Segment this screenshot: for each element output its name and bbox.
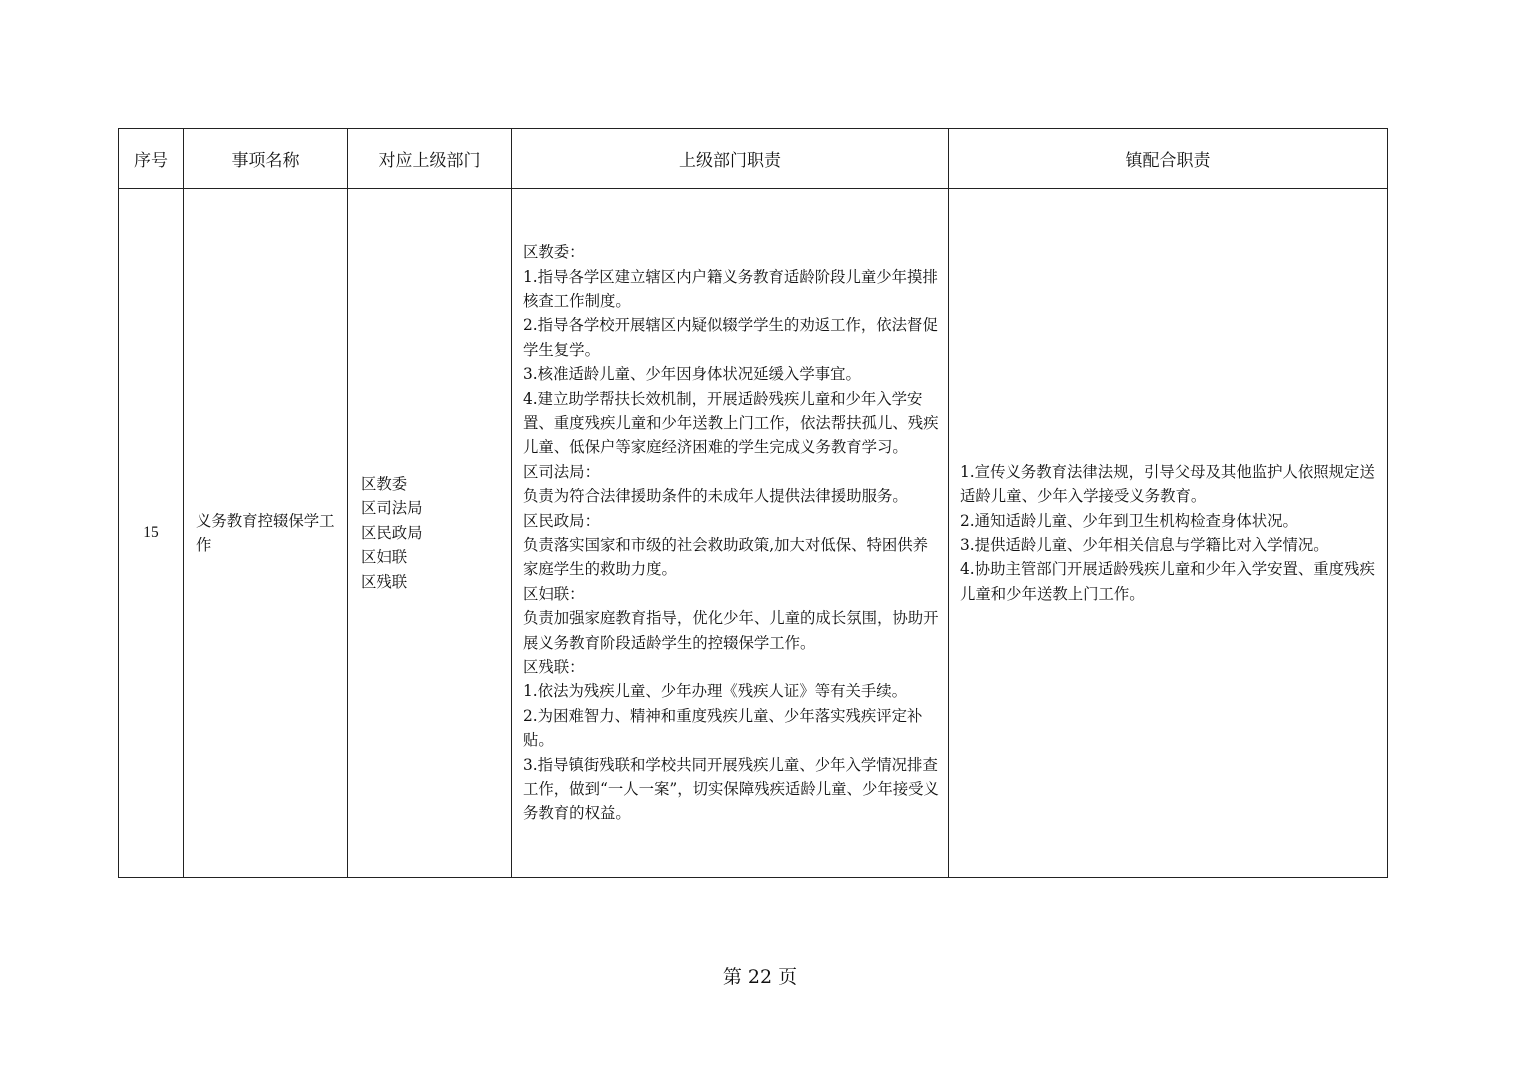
responsibility-table [118,128,1388,878]
town-duty-line: 4.协助主管部门开展适龄残疾儿童和少年入学安置、重度残疾儿童和少年送教上门工作。 [960,560,1375,603]
upper-duty-line: 2.为困难智力、精神和重度残疾儿童、少年落实残疾评定补贴。 [523,706,923,750]
department-item: 区教委 [361,474,408,493]
header-upper-duties: 上级部门职责 [512,129,949,189]
department-item: 区民政局 [361,523,423,542]
cell-departments [348,189,512,878]
upper-duty-line: 负责落实国家和市级的社会救助政策,加大对低保、特困供养家庭学生的救助力度。 [523,536,929,579]
upper-duty-line: 区教委： [523,243,585,262]
upper-duty-line: 3.指导镇街残联和学校共同开展残疾儿童、少年入学情况排查工作，做到“一人一案”，切实保障残疾适龄儿童、少年接受义务教育的权益。 [523,755,939,823]
cell-town-duties [949,189,1388,878]
item-name-text: 义务教育控辍保学工作 [196,511,335,554]
header-item-name: 事项名称 [184,129,348,189]
upper-duty-line: 2.指导各学校开展辖区内疑似辍学学生的劝返工作，依法督促学生复学。 [523,316,938,359]
upper-duty-line: 区民政局： [523,511,600,530]
cell-item-name [184,189,348,878]
town-duty-line: 1.宣传义务教育法律法规，引导父母及其他监护人依照规定送适龄儿童、少年入学接受义务教育。 [960,462,1375,506]
town-duty-line: 3.提供适龄儿童、少年相关信息与学籍比对入学情况。 [960,536,1329,554]
upper-duty-line: 4.建立助学帮扶长效机制，开展适龄残疾儿童和少年入学安置、重度残疾儿童和少年送教上门工作，依法帮扶孤儿、残疾儿童、低保户等家庭经济困难的学生完成义务教育学习。 [523,389,939,457]
upper-duty-line: 1.指导各学区建立辖区内户籍义务教育适龄阶段儿童少年摸排核查工作制度。 [523,267,938,310]
cell-seq: 15 [119,189,184,878]
upper-duty-line: 区残联： [523,658,585,677]
upper-duty-line: 负责加强家庭教育指导，优化少年、儿童的成长氛围，协助开展义务教育阶段适龄学生的控辍保学工作。 [523,609,939,652]
cell-upper-duties [512,189,949,878]
header-departments: 对应上级部门 [348,129,512,189]
department-item: 区妇联 [361,548,408,567]
table-row [119,189,1388,878]
header-seq: 序号 [119,129,184,189]
upper-duty-line: 3.核准适龄儿童、少年因身体状况延缓入学事宜。 [523,365,861,384]
town-duty-line: 2.通知适龄儿童、少年到卫生机构检查身体状况。 [960,511,1298,530]
department-item: 区司法局 [361,499,423,518]
table-header-row [119,129,1388,189]
upper-duty-line: 1.依法为残疾儿童、少年办理《残疾人证》等有关手续。 [523,682,908,701]
upper-duty-line: 区司法局： [523,462,600,481]
page-number: 第 22 页 [722,966,798,988]
upper-duty-line: 区妇联： [523,584,585,603]
header-town-duties: 镇配合职责 [949,129,1388,189]
department-item: 区残联 [361,572,408,591]
upper-duty-line: 负责为符合法律援助条件的未成年人提供法律援助服务。 [523,487,908,506]
